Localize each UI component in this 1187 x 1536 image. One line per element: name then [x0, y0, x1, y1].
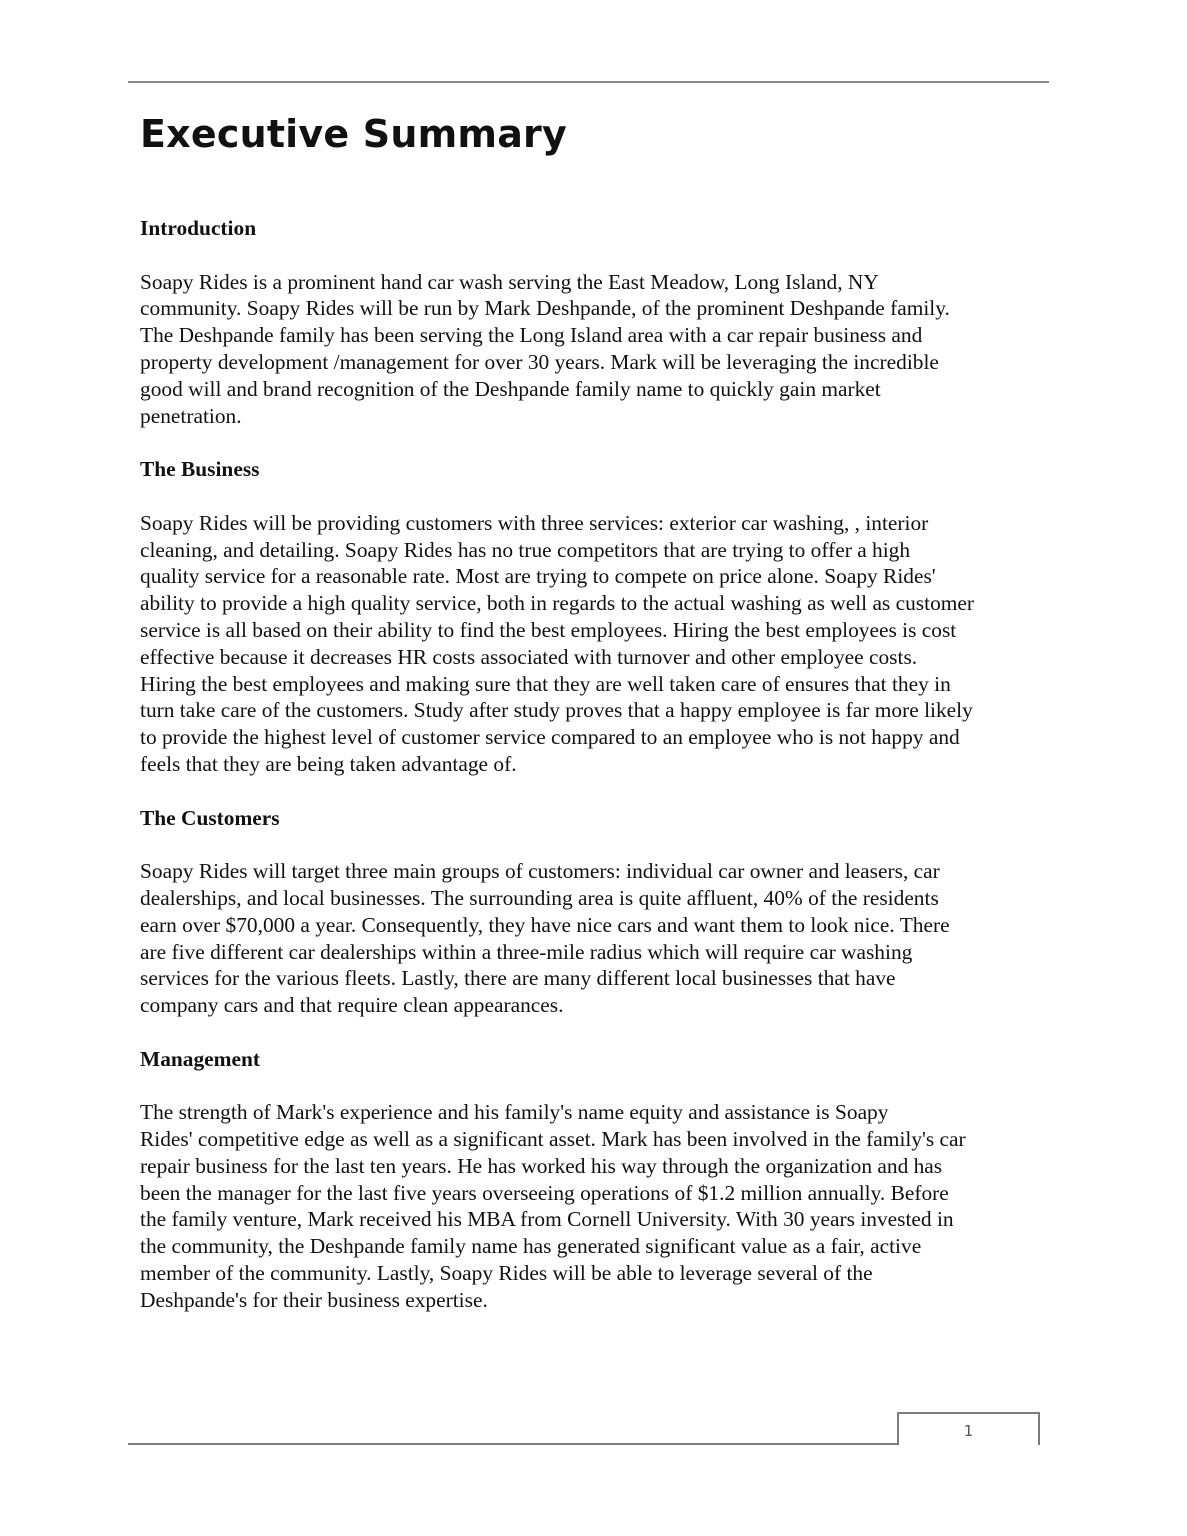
- text-line: effective because it decreases HR costs associated with turnover and other employee costs.: [140, 644, 918, 669]
- section-paragraph: [140, 510, 1052, 778]
- text-line: company cars and that require clean appearances.: [140, 993, 564, 1018]
- text-line: Hiring the best employees and making sure that they are well taken care of ensures that they in: [140, 671, 951, 696]
- text-line: to provide the highest level of customer service compared to an employee who is not happy and: [140, 725, 960, 750]
- section-paragraph: [140, 858, 1052, 1019]
- text-line: property development /management for over 30 years. Mark will be leveraging the incredible: [140, 349, 939, 374]
- text-line: dealerships, and local businesses. The surrounding area is quite affluent, 40% of the residents: [140, 885, 939, 910]
- text-line: good will and brand recognition of the Deshpande family name to quickly gain market: [140, 376, 881, 401]
- text-line: been the manager for the last five years overseeing operations of $1.2 million annually. Before: [140, 1180, 949, 1205]
- top-divider: [128, 81, 1049, 83]
- page-title: Executive Summary: [140, 112, 567, 156]
- text-line: Soapy Rides will target three main groups of customers: individual car owner and leasers, car: [140, 859, 940, 884]
- text-line: Soapy Rides will be providing customers with three services: exterior car washing, , interior: [140, 510, 929, 535]
- text-line: repair business for the last ten years. He has worked his way through the organization and has: [140, 1153, 943, 1178]
- text-line: turn take care of the customers. Study after study proves that a happy employee is far more likely: [140, 698, 973, 723]
- text-line: Rides' competitive edge as well as a significant asset. Mark has been involved in the family's car: [140, 1127, 966, 1152]
- section-paragraph: [140, 269, 1052, 430]
- text-line: the family venture, Mark received his MBA from Cornell University. With 30 years invested in: [140, 1207, 954, 1232]
- section-heading: The Customers: [140, 805, 280, 830]
- section-paragraph: [140, 1099, 1052, 1313]
- footer-divider: [128, 1443, 898, 1445]
- text-line: penetration.: [140, 403, 242, 428]
- section-heading: Management: [140, 1046, 260, 1071]
- text-line: The Deshpande family has been serving the Long Island area with a car repair business and: [140, 323, 923, 348]
- text-line: Deshpande's for their business expertise.: [140, 1287, 488, 1312]
- text-line: feels that they are being taken advantage of.: [140, 751, 517, 776]
- section-heading: Introduction: [140, 216, 257, 240]
- text-line: quality service for a reasonable rate. Most are trying to compete on price alone. Soapy Rides': [140, 564, 936, 589]
- text-line: ability to provide a high quality service, both in regards to the actual washing as well as customer: [140, 591, 975, 616]
- text-line: are five different car dealerships within a three-mile radius which will require car washing: [140, 939, 913, 964]
- text-line: Soapy Rides is a prominent hand car wash serving the East Meadow, Long Island, NY: [140, 269, 879, 294]
- page-number: 1: [963, 1422, 974, 1440]
- text-line: member of the community. Lastly, Soapy Rides will be able to leverage several of the: [140, 1261, 873, 1286]
- text-line: the community, the Deshpande family name has generated significant value as a fair, active: [140, 1234, 922, 1259]
- text-line: earn over $70,000 a year. Consequently, they have nice cars and want them to look nice. There: [140, 912, 950, 937]
- document-body: [140, 215, 1052, 1340]
- text-line: services for the various fleets. Lastly, there are many different local businesses that have: [140, 966, 896, 991]
- text-line: community. Soapy Rides will be run by Mark Deshpande, of the prominent Deshpande family.: [140, 296, 950, 321]
- page-number-box: [897, 1412, 1040, 1445]
- text-line: service is all based on their ability to find the best employees. Hiring the best employees is cost: [140, 617, 957, 642]
- text-line: The strength of Mark's experience and his family's name equity and assistance is Soapy: [140, 1100, 889, 1125]
- text-line: cleaning, and detailing. Soapy Rides has no true competitors that are trying to offer a high: [140, 537, 911, 562]
- section-heading: The Business: [140, 457, 260, 482]
